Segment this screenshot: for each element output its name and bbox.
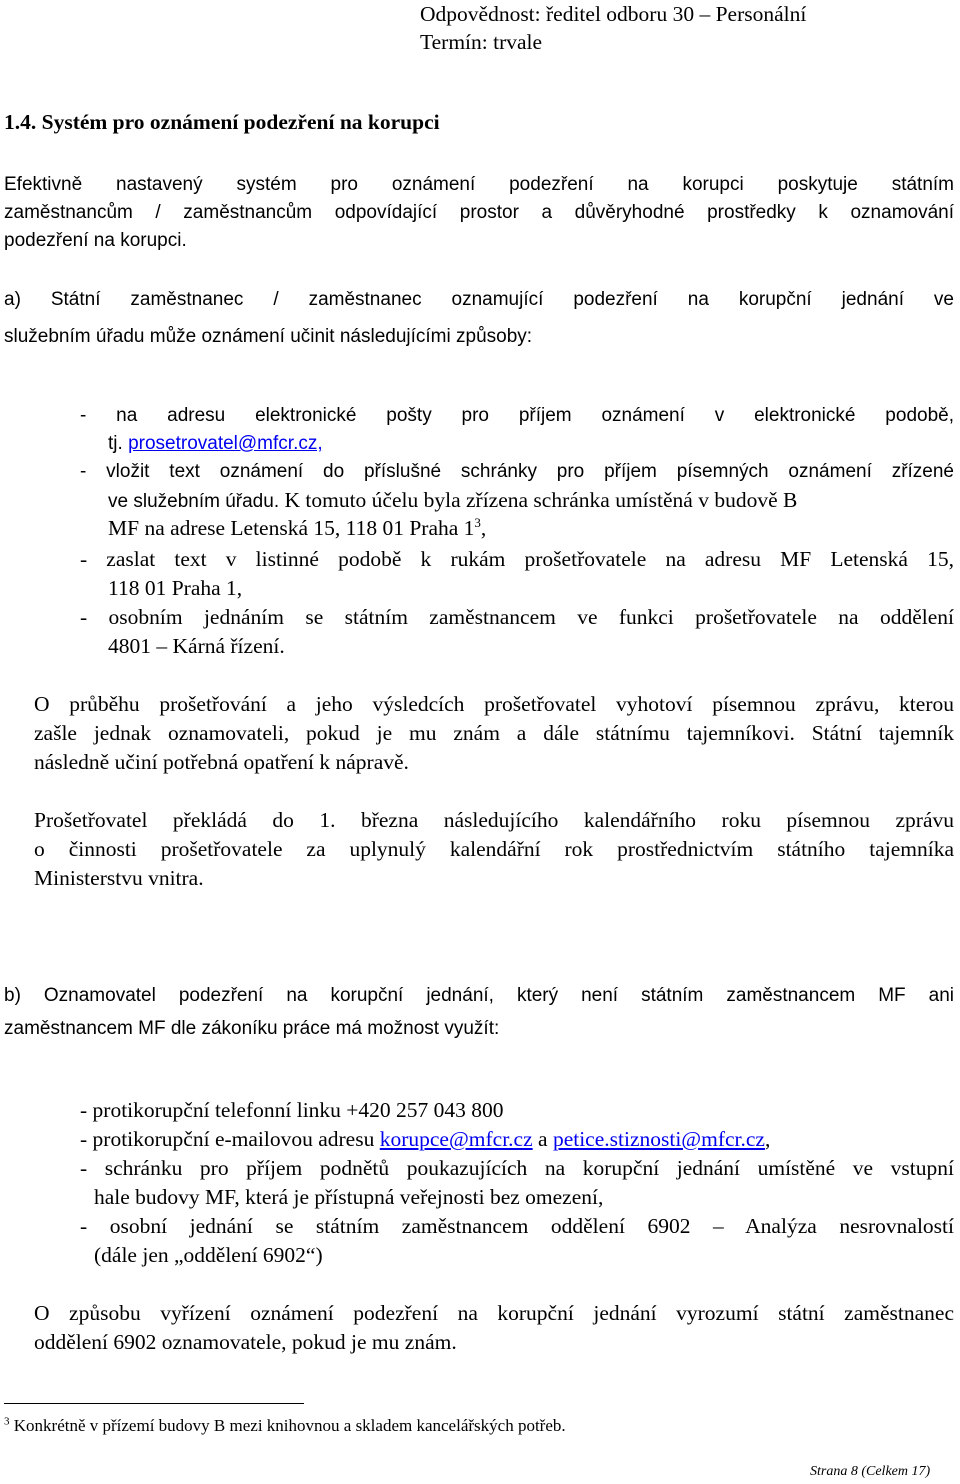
part-a-para1-line-3: následně učiní potřebná opatření k nápravě. [34,750,409,774]
part-a-item-email-cont [108,430,323,458]
part-a-item-post-cont: 118 01 Praha 1, [108,576,243,600]
part-a-para1-line-1: O průběhu prošetřování a jeho výsledcích prošetřovatel vyhotoví písemnou zprávu, kterou [34,692,954,716]
part-a-item-box: - vložit text oznámení do příslušné schránky pro příjem písemných oznámení zřízené [80,461,954,482]
footnote-mark: 3 [4,1415,10,1428]
part-b-para-line-2: oddělení 6902 oznamovatele, pokud je mu znám. [34,1330,457,1354]
term-line: Termín: trvale [420,30,543,54]
part-b-item-email [80,1125,770,1153]
part-b-line-1: b) Oznamovatel podezření na korupční jednání, který není státním zaměstnancem MF ani [4,985,954,1006]
email-label: - protikorupční e-mailovou adresu [80,1127,380,1151]
part-a-line-1: a) Státní zaměstnanec / zaměstnanec oznamující podezření na korupční jednání ve [4,289,954,310]
intro-line-3: podezření na korupci. [4,230,187,251]
part-a-item-box-address [108,514,486,542]
tj-label: tj. [108,433,129,454]
part-b-item-box-cont: hale budovy MF, která je přístupná veřejnosti bez omezení, [94,1185,604,1209]
footnote-text: Konkrétně v přízemí budovy B mezi knihovnou a skladem kancelářských potřeb. [9,1416,566,1435]
part-b-line-2: zaměstnancem MF dle zákoníku práce má možnost využít: [4,1018,500,1039]
footnote-ref[interactable]: 3 [474,514,481,530]
part-a-para2-line-2: o činnosti prošetřovatele za uplynulý kalendářní rok prostřednictvím státního tajemníka [34,837,954,861]
part-a-item-post: - zaslat text v listinné podobě k rukám prošetřovatele na adresu MF Letenská 15, [80,547,954,571]
part-b-item-personal: - osobní jednání se státním zaměstnancem oddělení 6902 – Analýza nesrovnalostí [80,1214,954,1238]
box-cont-serif: K tomuto účelu byla zřízena schránka umístěná v budově B [279,488,798,512]
part-a-item-email: - na adresu elektronické pošty pro příjem oznámení v elektronické podobě, [80,405,954,426]
part-a-para2-line-1: Prošetřovatel překládá do 1. března následujícího kalendářního roku písemnou zprávu [34,808,954,832]
korupce-email-link[interactable]: korupce@mfcr.cz [379,1127,533,1151]
prosetrovatel-email-link[interactable]: prosetrovatel@mfcr.cz, [128,433,323,454]
petice-email-link[interactable]: petice.stiznosti@mfcr.cz [552,1127,765,1151]
part-a-item-personal: - osobním jednáním se státním zaměstnancem ve funkci prošetřovatele na oddělení [80,605,954,629]
part-a-para2-line-3: Ministerstvu vnitra. [34,866,204,890]
email-comma: , [764,1127,771,1151]
part-a-item-box-cont [108,486,954,516]
part-a-para1-line-2: zašle jednak oznamovateli, pokud je mu znám a dále státnímu tajemníkovi. Státní tajemník [34,721,954,745]
and-word: a [532,1127,553,1151]
part-b-item-box: - schránku pro příjem podnětů poukazujících na korupční jednání umístěné ve vstupní [80,1156,954,1180]
intro-line-2: zaměstnancům / zaměstnancům odpovídající prostor a důvěryhodné prostředky k oznamování [4,202,954,223]
footnote-rule [4,1403,304,1404]
box-address-comma: , [480,516,487,540]
page-number: Strana 8 (Celkem 17) [810,1464,931,1479]
footnote [4,1414,566,1438]
section-heading: 1.4. Systém pro oznámení podezření na korupci [4,110,440,134]
box-address: MF na adrese Letenská 15, 118 01 Praha 1 [108,516,475,540]
responsibility-line: Odpovědnost: ředitel odboru 30 – Personální [420,2,807,26]
part-b-item-personal-cont: (dále jen „oddělení 6902“) [94,1243,323,1267]
part-b-para-line-1: O způsobu vyřízení oznámení podezření na korupční jednání vyrozumí státní zaměstnanec [34,1301,954,1325]
part-a-item-personal-cont: 4801 – Kárná řízení. [108,634,285,658]
part-b-item-phone: - protikorupční telefonní linku +420 257 043 800 [80,1098,504,1122]
part-a-line-2: služebním úřadu může oznámení učinit následujícími způsoby: [4,326,533,347]
box-cont-sans: ve služebním úřadu. [108,491,280,512]
intro-line-1: Efektivně nastavený systém pro oznámení podezření na korupci poskytuje státním [4,174,954,195]
